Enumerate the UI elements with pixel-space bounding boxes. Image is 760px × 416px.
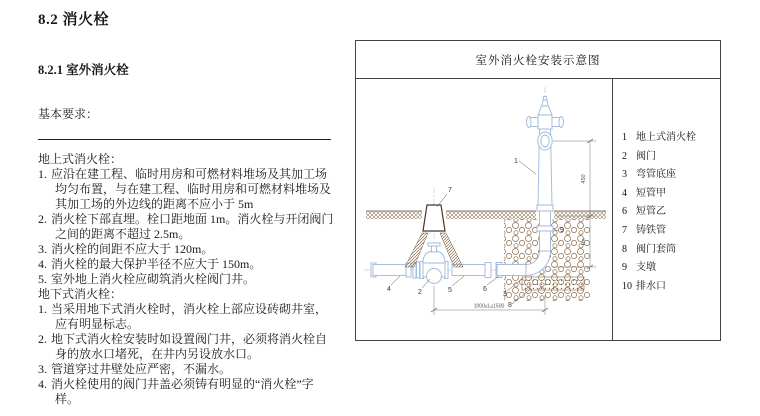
legend-item: 2 阀门	[622, 150, 656, 162]
section-heading: 8.2 消火栓	[38, 12, 110, 28]
list-item: 3. 管道穿过井壁处应严密，不漏水。	[38, 362, 232, 376]
figure-panel	[355, 40, 721, 341]
dim-depth: Hn	[581, 238, 587, 246]
legend-item: 4 短管甲	[622, 187, 666, 199]
horizontal-rule	[38, 139, 331, 140]
legend-item: 7 铸铁管	[622, 224, 666, 236]
list-item: 1. 应沿在建工程、临时用房和可燃材料堆场及其加工场均匀布置，与在建工程、临时用房和可燃材料堆场及其加工场的外边线的距离不应小于 5m	[38, 167, 332, 211]
label-pipe-mid: 5	[448, 287, 452, 294]
label-flange: 9	[560, 227, 564, 234]
figure-legend	[613, 79, 720, 340]
list-item: 2. 消火栓下部直埋。栓口距地面 1m。消火栓与开闭阀门之间的距离不超过 2.5m。	[38, 212, 334, 241]
label-valve: 2	[418, 289, 422, 296]
diagram-svg	[356, 79, 611, 340]
hydrant-body	[527, 97, 564, 212]
legend-item: 6 短管乙	[622, 206, 666, 218]
list-item: 2. 地下式消火栓安装时如设置阀门井，必须将消火栓自身的放水口堵死，在井内另设放水口。	[38, 332, 328, 361]
figure-body	[356, 79, 720, 340]
label-support: 8	[508, 302, 512, 309]
list-item: 4. 消火栓的最大保护半径不应大于 150m。	[38, 257, 262, 271]
ground-hatch	[366, 211, 606, 219]
label-short-pipe-a: 4	[387, 286, 391, 293]
legend-item: 9 支墩	[622, 262, 656, 274]
dim-height: 450	[581, 174, 587, 184]
list-item: 3. 消火栓的间距不应大于 120m。	[38, 242, 214, 256]
legend-item: 8 阀门套筒	[622, 243, 676, 255]
list-item: 5. 室外地上消火栓应砌筑消火栓阀门井。	[38, 272, 256, 286]
body-text	[38, 152, 334, 407]
label-short-pipe-b: 6	[483, 286, 487, 293]
label-sleeve: 7	[448, 187, 452, 194]
legend-item: 1 地上式消火栓	[622, 132, 696, 143]
legend-item: 10 排水口	[622, 280, 666, 292]
legend-item: 3 弯管底座	[622, 169, 676, 181]
support-block	[522, 277, 584, 290]
below-ground-title: 地下式消火栓：	[38, 287, 123, 301]
label-elbow-base: 3	[503, 291, 507, 298]
requirements-heading: 基本要求：	[38, 107, 99, 121]
list-item: 1. 当采用地下式消火栓时，消火栓上部应设砖砌井室，应有明显标志。	[38, 302, 328, 331]
figure-title: 室外消火栓安装示意图	[356, 41, 720, 79]
text-column	[38, 0, 334, 407]
dim-length: 1000≤L≤1500	[473, 303, 505, 310]
list-item: 4. 消火栓使用的阀门井盖必须铸有明显的“消火栓”字样。	[38, 377, 314, 406]
subsection-heading: 8.2.1 室外消火栓	[38, 63, 129, 77]
hydrant-installation-diagram	[356, 79, 613, 340]
label-hydrant: 1	[514, 158, 518, 165]
above-ground-title: 地上式消火栓：	[38, 152, 123, 166]
